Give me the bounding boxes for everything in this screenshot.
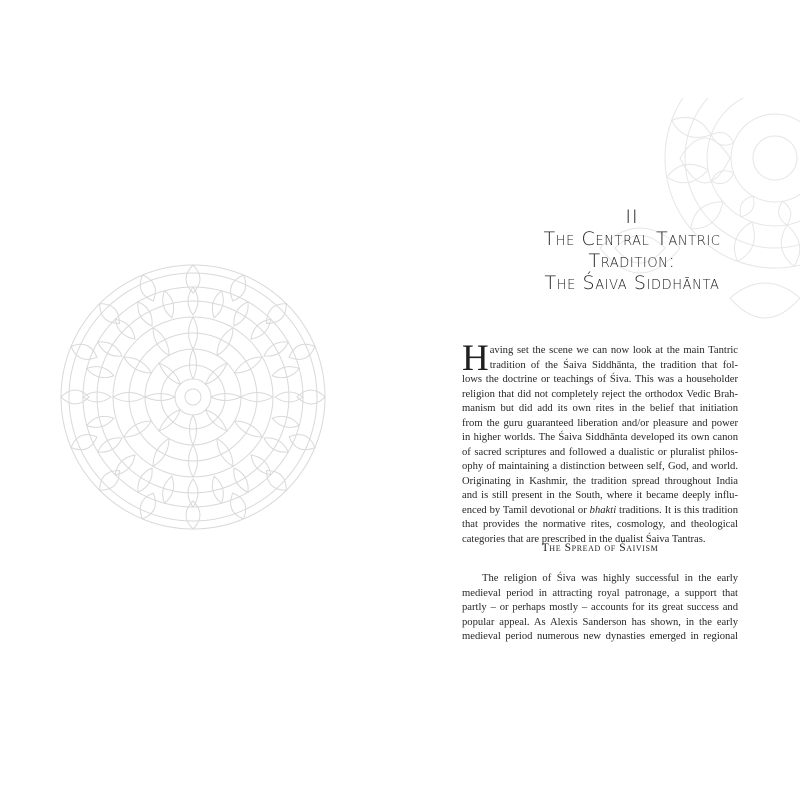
paragraph-line: lows the doctrine or teachings of Śiva. This was a householder: [462, 374, 738, 385]
paragraph-line: aving set the scene we can now look at the main Tantric: [489, 345, 738, 356]
chapter-number: II: [625, 206, 639, 228]
mandala-illustration: [58, 262, 328, 532]
line-end: traditions. It is this tradition: [616, 504, 738, 516]
section-heading: The Spread of Śaivism: [541, 542, 659, 554]
paragraph-line: popular appeal. As Alexis Sanderson has shown, in the early: [462, 616, 738, 628]
chapter-title-line-1: The Central Tantric: [543, 228, 721, 250]
chapter-title-line-3: The Śaiva Siddhānta: [544, 272, 720, 294]
paragraph-line: in higher worlds. The Śaiva Siddhānta developed its own canon: [462, 432, 738, 443]
section-paragraph: [462, 572, 738, 645]
paragraph-line: from the guru guaranteed liberation and/or pleasure and power: [462, 417, 738, 429]
paragraph-line: Originating in Kashmir, the tradition spread throughout India: [462, 475, 738, 487]
intro-paragraph: [462, 338, 738, 547]
paragraph-line: medieval period in attracting royal patronage, a support that: [462, 587, 738, 599]
paragraph-line: religion that did not completely reject the orthodox Vedic Brah-: [462, 388, 738, 400]
paragraph-line: ophy of maintaining a distinction between self, God, and world.: [462, 461, 738, 472]
chapter-title-line-2: Tradition:: [588, 250, 676, 272]
paragraph-line: manism but did add its own rites in the belief that initiation: [462, 403, 738, 414]
paragraph-line: that provides the normative rites, cosmology, and theological: [462, 519, 738, 530]
paragraph-line: of sacred scriptures and followed a dualistic or pluralist philos-: [462, 446, 738, 458]
line-start: enced by Tamil devotional or: [462, 504, 590, 516]
paragraph-line: tradition of the Śaiva Siddhānta, the tradition that fol-: [489, 359, 738, 371]
paragraph-line: [462, 504, 738, 519]
right-page: [400, 0, 800, 800]
chapter-heading: [460, 206, 800, 294]
paragraph-line: and is still present in the South, where it became deeply influ-: [462, 490, 738, 501]
paragraph-line: medieval period numerous new dynasties emerged in regional: [462, 631, 738, 642]
paragraph-line: The religion of Śiva was highly successful in the early: [482, 573, 738, 584]
paragraph-line: partly – or perhaps mostly – accounts for its great success and: [462, 602, 738, 613]
italic-term: bhakti: [589, 504, 617, 516]
drop-cap: H: [462, 338, 489, 379]
paragraph-line: categories that are prescribed in the dualist Śaiva Tantras.: [462, 533, 706, 545]
